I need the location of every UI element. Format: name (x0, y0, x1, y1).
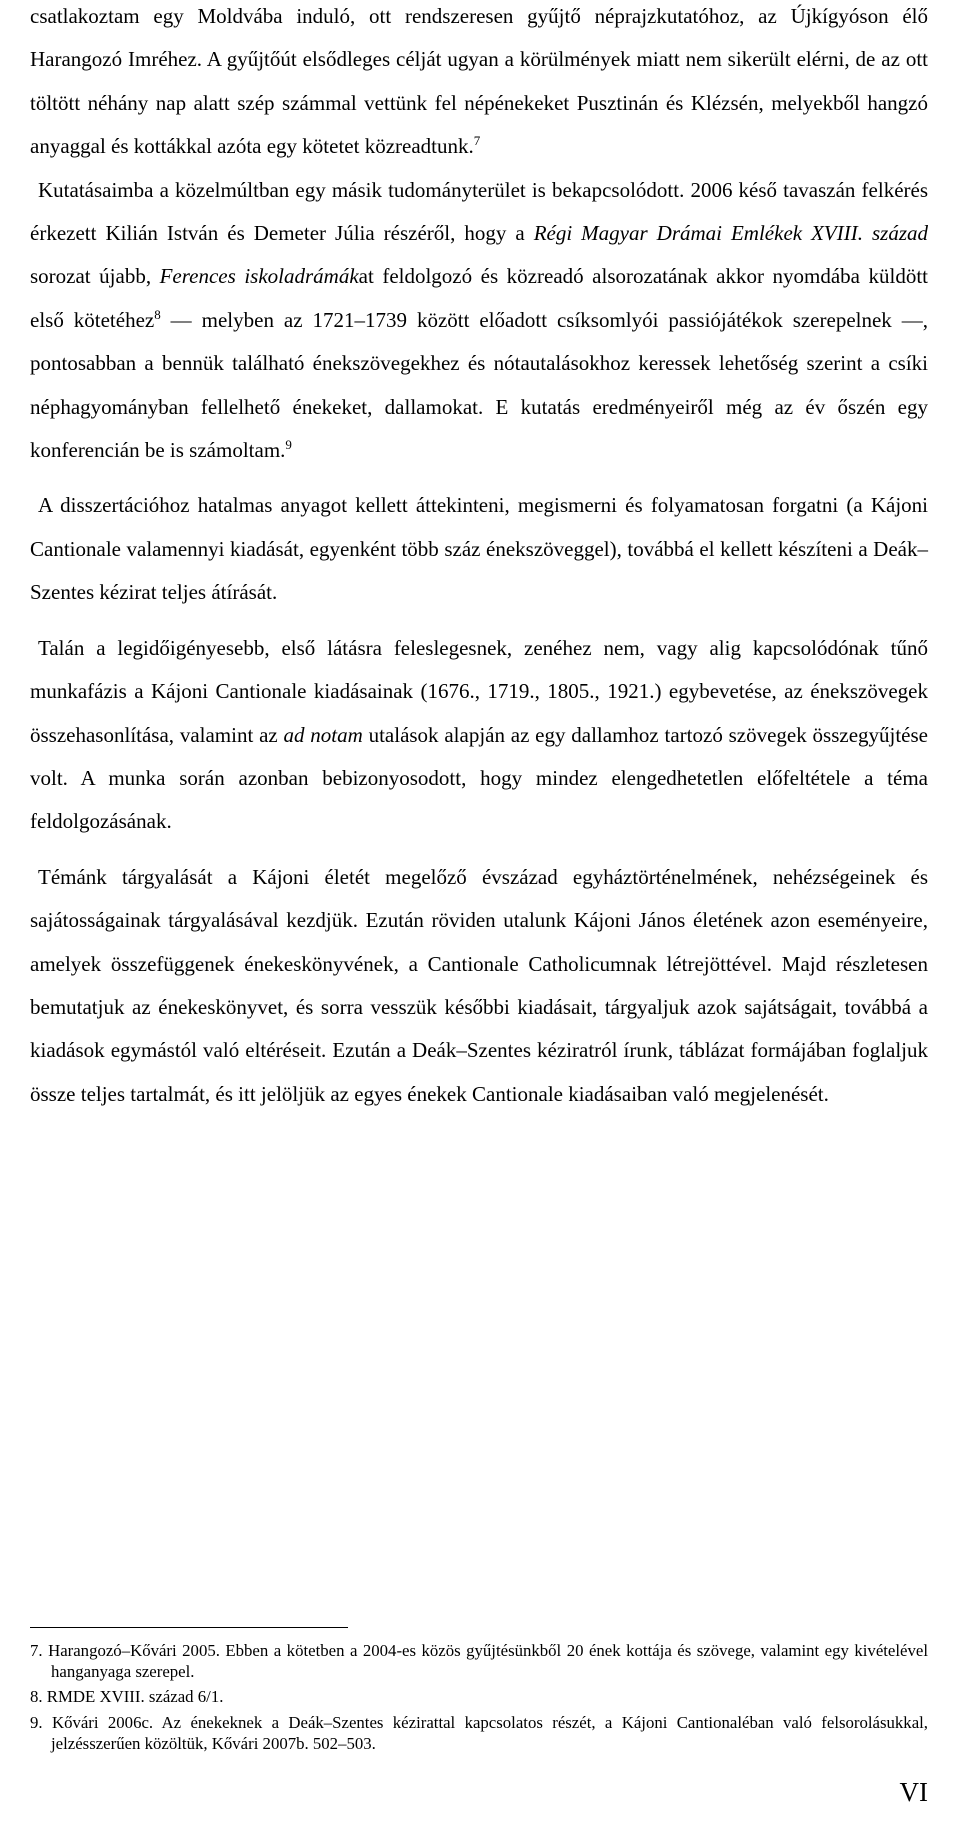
footnote: 9. Kővári 2006c. Az énekeknek a Deák–Szentes kézirattal kapcsolatos részét, a Kájoni Cantionaléban való felsorolásukkal, jelzésszerűen közöltük, Kővári 2007b. 502–503. (30, 1712, 928, 1753)
paragraph (30, 484, 928, 614)
paragraph-text: csatlakoztam egy Moldvába induló, ott rendszeresen gyűjtő néprajzkutatóhoz, az Újkígyóson élő Harangozó Imréhez. A gyűjtőút elsődleges célját ugyan a körülmények miatt nem sikerült elérni, de az ott töltött néhány nap alatt szép számmal vettünk fel népénekeket Pusztinán és Klézsén, melyekből hangzó anyaggal és kottákkal azóta egy kötetet közreadtunk. (30, 4, 928, 159)
footnote: 8. RMDE XVIII. század 6/1. (30, 1687, 224, 1707)
paragraph (30, 0, 928, 169)
footnote-separator (30, 1627, 348, 1628)
paragraph-text: Kutatásaimba a közelmúltban egy másik tudományterület is bekapcsolódott. 2006 késő tavaszán felkérés érkezett Kilián István és Demeter Júlia részéről, hogy a (30, 177, 928, 246)
body-text (30, 0, 928, 1116)
footnote: 7. Harangozó–Kővári 2005. Ebben a kötetben a 2004-es közös gyűjtésünkből 20 ének kottája és szövege, valamint egy kivételével hanganyaga szerepel. (30, 1641, 928, 1682)
paragraph-text: sorozat újabb, (30, 264, 160, 289)
footnotes (30, 1640, 928, 1758)
paragraph (30, 627, 928, 844)
paragraph-text: — melyben az 1721–1739 között előadott csíksomlyói passiójátékok szerepelnek —, pontosabban a bennük található énekszövegekhez és nótautalásokhoz keressek lehetőség szerint a csíki néphagyományban fellelhető énekeket, dallamokat. E kutatás eredményeiről még az év őszén egy konferencián be is számoltam. (30, 307, 928, 463)
footnote-reference: 7 (473, 133, 481, 149)
paragraph-text: Témánk tárgyalását a Kájoni életét megelőző évszázad egyháztörténelmének, nehézségeinek és sajátosságainak tárgyalásával kezdjük. Ezután röviden utalunk Kájoni János életének azon eseményeire, amelyek összefüggenek énekeskönyvének, a Cantionale Catholicumnak létrejöttével. Majd részletesen bemutatjuk az énekeskönyvet, és sorra vesszük későbbi kiadásait, tárgyaljuk azok sajátságait, továbbá a kiadások egymástól való eltéréseit. Ezután a Deák–Szentes kéziratról írunk, táblázat formájában foglaljuk össze teljes tartalmát, és itt jelöljük az egyes énekek Cantionale kiadásaiban való megjelenését. (30, 864, 928, 1106)
paragraph (30, 856, 928, 1116)
italic-text: Régi Magyar Drámai Emlékek XVIII. század (533, 221, 928, 246)
page-number: VI (899, 1777, 928, 1807)
paragraph (30, 169, 928, 473)
paragraph-text: utalások alapján az egy dallamhoz tartozó szövegek összegyűjtése volt. A munka során azonban bebizonyosodott, hogy mindez elengedhetetlen előfeltétele a téma feldolgozásának. (30, 722, 928, 834)
italic-text: ad notam (283, 722, 363, 747)
document-page (30, 0, 928, 1821)
footnote-reference: 9 (285, 437, 292, 453)
paragraph-text: A disszertációhoz hatalmas anyagot kellett áttekinteni, megismerni és folyamatosan forgatni (a Kájoni Cantionale valamennyi kiadását, egyenként több száz énekszöveggel), továbbá el kellett készíteni a Deák–Szentes kézirat teljes átírását. (30, 493, 928, 605)
footnote-reference: 8 (154, 306, 161, 322)
paragraph-text: at feldolgozó és közreadó alsorozatának akkor nyomdába küldött első kötetéhez (30, 264, 928, 332)
italic-text: Ferences iskoladrámák (159, 264, 359, 289)
paragraph-text: Talán a legidőigényesebb, első látásra feleslegesnek, zenéhez nem, vagy alig kapcsolódónak tűnő munkafázis a Kájoni Cantionale kiadásainak (1676., 1719., 1805., 1921.) egybevetése, az énekszövegek összehasonlítása, valamint az (30, 635, 928, 747)
